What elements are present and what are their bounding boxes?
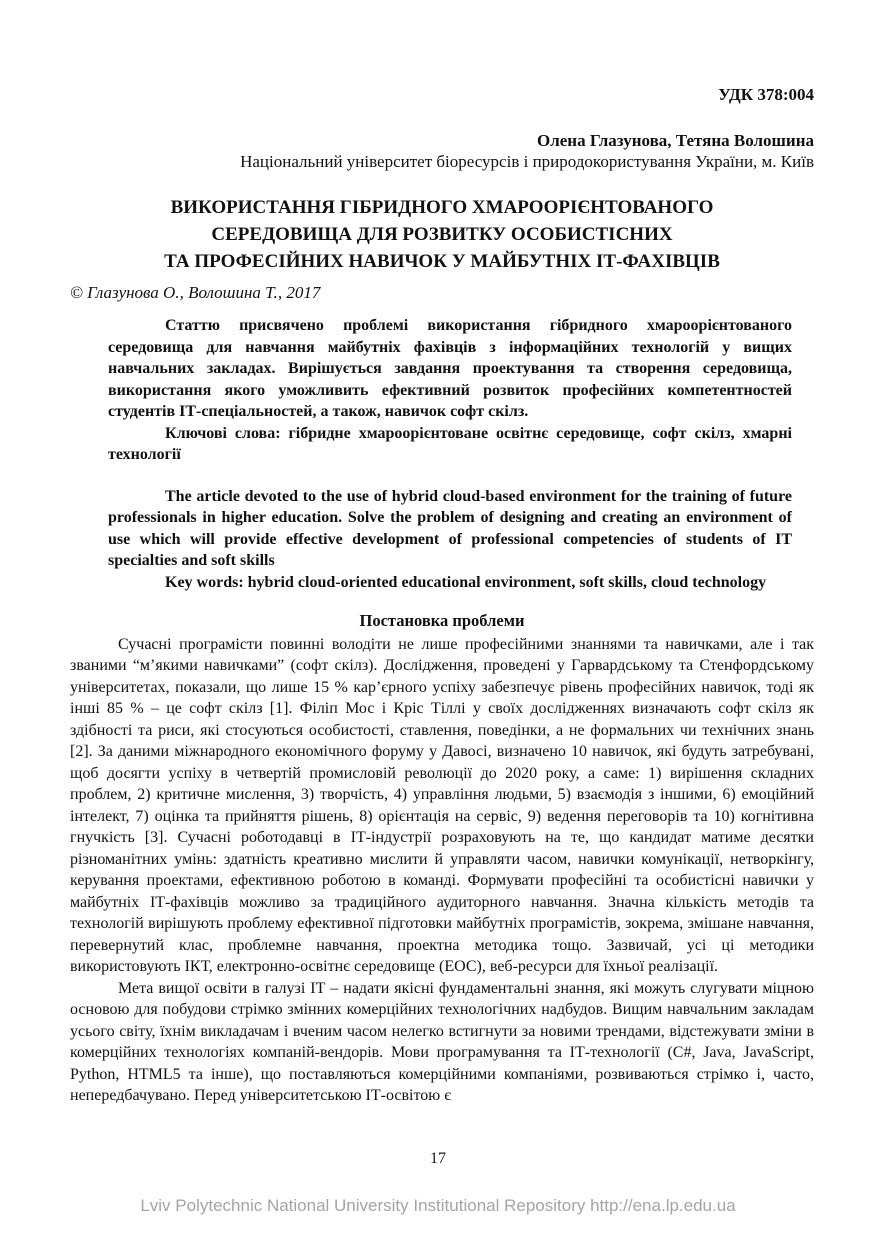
abstract-english-keywords: Key words: hybrid cloud-oriented educational environment, soft skills, cloud technology — [165, 573, 767, 591]
affiliation-line: Національний університет біоресурсів і природокористування України, м. Київ — [240, 152, 814, 171]
body-paragraph-2: Мета вищої освіти в галузі ІТ – надати якісні фундаментальні знання, які можуть слугувати міцною основою для побудови стрімко змінних комерційних технологічних надбудов. Вищим навчальним закладам усього світу, їхнім викладачам і вченим часом нелегко встигнути за новими трендами, відстежувати зміни в комерційних технологіях компаній-вендорів. Мови програмування та ІТ-технології (C#, Java, JavaScript, Python, HTML5 та інше), що поставляються комерційними компаніями, розвиваються стрімко і, часто, непередбачувано. Перед університетською ІТ-освітою є — [70, 979, 814, 1104]
article-title — [70, 194, 814, 275]
article-title-line-2: СЕРЕДОВИЩА ДЛЯ РОЗВИТКУ ОСОБИСТІСНИХ — [211, 224, 673, 245]
body-text — [70, 634, 814, 1107]
abstract-english-text: The article devoted to the use of hybrid cloud-based environment for the training of future professionals in higher education. Solve the problem of designing and creating an environment of use which will provide effective development of professional competencies of students of IT specialties and soft skills — [108, 487, 792, 569]
page-content — [70, 84, 814, 1107]
abstract-english — [108, 486, 792, 594]
abstract-ukrainian — [108, 315, 792, 466]
page-number: 17 — [430, 1150, 446, 1167]
article-title-line-1: ВИКОРИСТАННЯ ГІБРИДНОГО ХМАРООРІЄНТОВАНОГО — [170, 197, 714, 218]
authors-line: Олена Глазунова, Тетяна Волошина — [536, 131, 814, 150]
repository-footer: Lviv Polytechnic National University Institutional Repository http://ena.lp.edu.ua — [140, 1196, 736, 1215]
abstract-ukrainian-keywords: Ключові слова: гібридне хмароорієнтоване освітнє середовище, софт скілз, хмарні технології — [108, 424, 792, 463]
section-heading: Постановка проблеми — [359, 611, 525, 630]
abstract-ukrainian-text: Статтю присвячено проблемі використання гібридного хмароорієнтованого середовища для навчання майбутніх фахівців з інформаційних технологій у вищих навчальних закладах. Вирішується завдання проектування та створення середовища, використання якого уможливить ефективний розвиток професійних компетентностей студентів ІТ-спеціальностей, а також, навичок софт скілз. — [108, 317, 792, 420]
body-paragraph-1: Сучасні програмісти повинні володіти не лише професійними знаннями та навичками, але і так званими “м’якими навичками” (софт скілз). Дослідження, проведені у Гарвардському та Стенфордському університетах, показали, що лише 15 % кар’єрного успіху забезпечує рівень професійних навичок, тоді як інші 85 % – це софт скілз [1]. Філіп Мос і Кріс Тіллі у своїх дослідженнях визначають софт скілз як здібності та риси, які стосуються особистості, ставлення, поведінки, а не формальних чи технічних знань [2]. За даними міжнародного економічного форуму у Давосі, визначено 10 навичок, які будуть затребувані, щоб досягти успіху в четвертій промисловій революції до 2020 року, а саме: 1) вирішення складних проблем, 2) критичне мислення, 3) творчість, 4) управління людьми, 5) взаємодія з іншими, 6) емоційний інтелект, 7) оцінка та прийняття рішень, 8) орієнтація на сервіс, 9) ведення переговорів та 10) когнітивна гнучкість [3]. Сучасні роботодавці в ІТ-індустрії розраховують на те, що кандидат матиме десятки різноманітних умінь: здатність креативно мислити й управляти часом, навички комунікації, нетворкінгу, керування проектами, ефективною роботою в команді. Формувати професійні та особистісні навички у майбутніх ІТ-фахівців можливо за традиційного аудиторного навчання. Значна кількість методів та технологій вирішують проблему ефективної підготовки майбутніх програмістів, зокрема, змішане навчання, перевернутий клас, проблемне навчання, проектна методика тощо. Зазвичай, усі ці методики використовують ІКТ, електронно-освітнє середовище (ЕОС), веб-ресурси для їхньої реалізації. — [70, 635, 814, 975]
article-title-line-3: ТА ПРОФЕСІЙНИХ НАВИЧОК У МАЙБУТНІХ ІТ-ФАХІВЦІВ — [164, 251, 720, 272]
copyright-line: © Глазунова О., Волошина Т., 2017 — [70, 283, 321, 302]
udk-code: УДК 378:004 — [718, 85, 814, 104]
